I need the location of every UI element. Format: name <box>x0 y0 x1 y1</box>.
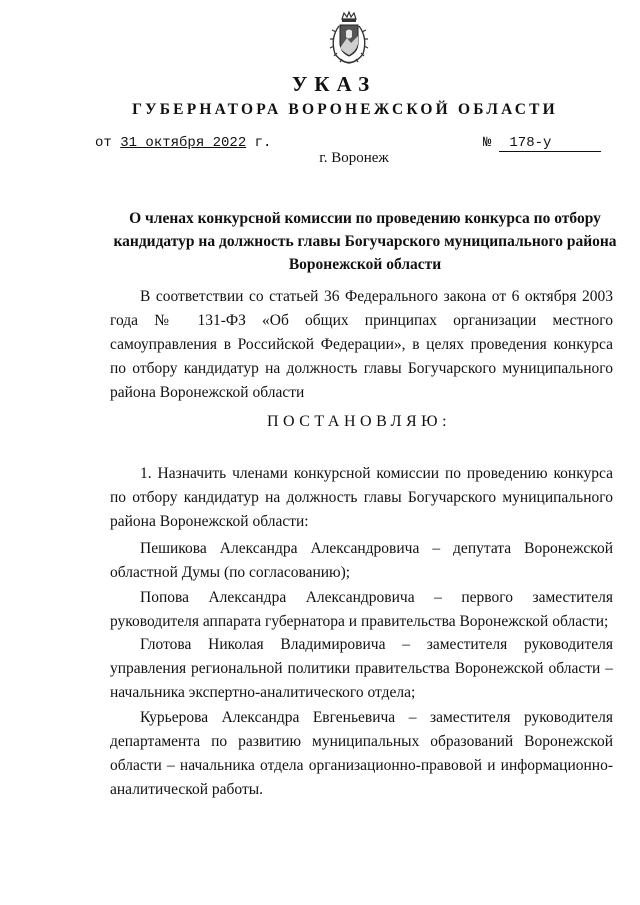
member-text: Глотова Николая Владимировича – заместителя руководителя управления региональной политики правительства Воронежской области – начальника экспертно-аналитического отдела; <box>110 636 613 701</box>
member-text: Попова Александра Александровича – первого заместителя руководителя аппарата губернатора и правительства Воронежской области; <box>110 589 613 630</box>
number-label: № <box>483 135 492 151</box>
date-suffix: г. <box>254 135 272 151</box>
coat-of-arms-icon <box>327 10 371 66</box>
document-city: г. Воронеж <box>319 150 389 166</box>
member-paragraph <box>110 537 613 585</box>
member-paragraph <box>110 706 613 802</box>
item-paragraph <box>110 462 613 534</box>
document-heading: О членах конкурсной комиссии по проведению конкурса по отбору кандидатур на должность главы Богучарского муниципального района Воронежской области <box>113 210 617 273</box>
document-subtitle: ГУБЕРНАТОРА ВОРОНЕЖСКОЙ ОБЛАСТИ <box>132 101 558 118</box>
member-text: Курьерова Александра Евгеньевича – заместителя руководителя департамента по развитию муниципальных образований Воронежской области – начальника отдела организационно-правовой и информационно-аналитической работы. <box>110 709 613 798</box>
item-text: 1. Назначить членами конкурсной комиссии по проведению конкурса по отбору кандидатур на должность главы Богучарского муниципального района Воронежской области: <box>110 465 613 530</box>
decree-word: ПОСТАНОВЛЯЮ: <box>266 413 452 430</box>
member-paragraph <box>110 586 613 634</box>
preamble-text: В соответствии со статьей 36 Федерального закона от 6 октября 2003 года № 131-ФЗ «Об общих принципах организации местного самоуправления в Российской Федерации», в целях проведения конкурса по отбору кандидатур на должность главы Богучарского муниципального района Воронежской области <box>110 288 613 401</box>
document-date <box>95 135 271 151</box>
preamble-paragraph <box>110 285 613 405</box>
number-value: 178-у <box>499 135 601 152</box>
member-text: Пешикова Александра Александровича – депутата Воронежской областной Думы (по согласованию); <box>110 540 613 581</box>
document-title: УКАЗ <box>291 72 377 96</box>
date-prefix: от <box>95 135 112 151</box>
member-paragraph <box>110 633 613 705</box>
date-value: 31 октября 2022 <box>120 135 247 151</box>
